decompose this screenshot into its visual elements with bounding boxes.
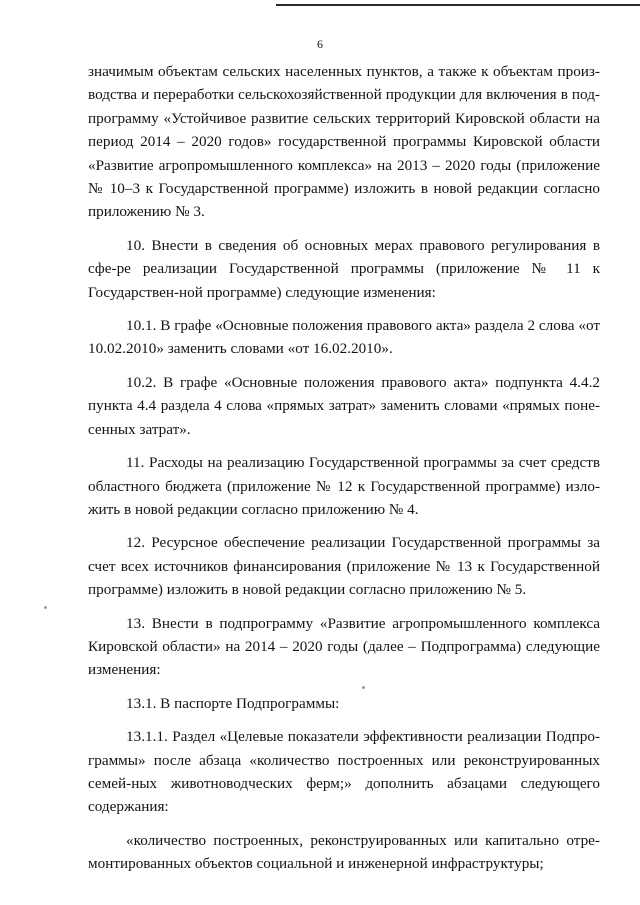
paragraph-continuation: значимым объектам сельских населенных пунктов, а также к объектам произ-водства и переработки сельскохозяйственной продукции для включения в под-программу «Устойчивое развитие сельских территорий Кировской области на период 2014 – 2020 годов» государственной программы Кировской области «Развитие агропромышленного комплекса» на 2013 – 2020 годы (приложение № 10–3 к Государственной программе) изложить в новой редакции согласно приложению № 3. — [88, 63, 600, 221]
paragraph-item-10: 10. Внести в сведения об основных мерах правового регулирования в сфе-ре реализации Государственной программы (приложение № 11 к Государствен-ной программе) следующие изменения: — [88, 236, 600, 301]
document-body — [88, 60, 600, 886]
page-number: 6 — [317, 37, 323, 51]
paragraph-item-10-1: 10.1. В графе «Основные положения правового акта» раздела 2 слова «от 10.02.2010» заменить словами «от 16.02.2010». — [88, 317, 600, 358]
top-rule — [276, 4, 640, 6]
scan-artifact — [44, 606, 47, 609]
paragraph-item-12: 12. Ресурсное обеспечение реализации Государственной программы за счет всех источников финансирования (приложение № 13 к Государственной программе) изложить в новой редакции согласно приложению № 5. — [88, 534, 600, 599]
scan-artifact — [362, 686, 365, 689]
paragraph-item-13-1-1: 13.1.1. Раздел «Целевые показатели эффективности реализации Подпро-граммы» после абзаца «количество построенных или реконструированных семей-ных животноводческих ферм;» дополнить абзацами следующего содержания: — [88, 728, 600, 816]
paragraph-quote-start: «количество построенных, реконструированных или капитально отре-монтированных объектов социальной и инженерной инфраструктуры; — [88, 831, 600, 873]
paragraph-item-11: 11. Расходы на реализацию Государственной программы за счет средств областного бюджета (приложение № 12 к Государственной программе) изло-жить в новой редакции согласно приложению № 4. — [88, 454, 600, 518]
paragraph-item-10-2: 10.2. В графе «Основные положения правового акта» подпункта 4.4.2 пункта 4.4 раздела 4 слова «прямых затрат» заменить словами «прямых поне-сенных затрат». — [88, 373, 600, 438]
paragraph-item-13: 13. Внести в подпрограмму «Развитие агропромышленного комплекса Кировской области» на 2014 – 2020 годы (далее – Подпрограмма) следующие изменения: — [88, 614, 600, 679]
paragraph-item-13-1: 13.1. В паспорте Подпрограммы: — [126, 694, 340, 712]
